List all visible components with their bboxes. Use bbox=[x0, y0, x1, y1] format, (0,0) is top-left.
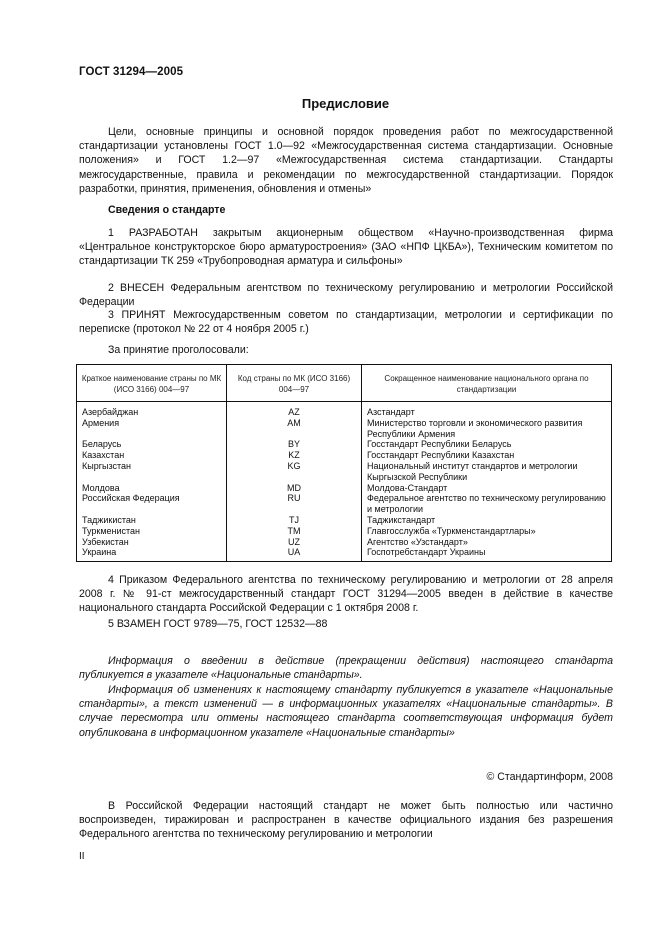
cell-code: RU bbox=[227, 493, 362, 515]
cell-body: Главгосслужба «Туркменстандартлары» bbox=[367, 525, 536, 536]
about-heading: Сведения о стандарте bbox=[108, 204, 226, 216]
table-row bbox=[77, 439, 612, 450]
cell-country: Казахстан bbox=[77, 450, 227, 461]
cell-country: Туркменистан bbox=[77, 526, 227, 537]
cell-body: Агентство «Узстандарт» bbox=[367, 536, 468, 547]
cell-country: Молдова bbox=[77, 483, 227, 494]
column-header-country: Краткое наименование страны по МК (ИСО 3166) 004—97 bbox=[77, 365, 227, 402]
cell-body: Азстандарт bbox=[367, 407, 415, 417]
cell-country: Таджикистан bbox=[77, 515, 227, 526]
table-row bbox=[77, 537, 612, 548]
table-row bbox=[77, 450, 612, 461]
page-number: II bbox=[79, 851, 85, 862]
table-row bbox=[77, 493, 612, 515]
cell-code: UA bbox=[227, 547, 362, 561]
item-adopted: 3 ПРИНЯТ Межгосударственным советом по стандартизации, метрологии и сертификации по переписке (протокол № 22 от 4 ноября 2005 г.) bbox=[79, 309, 613, 336]
vote-label: За принятие проголосовали: bbox=[108, 344, 249, 356]
table-row bbox=[77, 526, 612, 537]
page-header: ГОСТ 31294—2005 bbox=[79, 66, 184, 78]
cell-code: KG bbox=[227, 461, 362, 483]
table-row bbox=[77, 402, 612, 418]
info-paragraph-publication: Информация о введении в действие (прекращении действия) настоящего стандарта публикуется в указателе «Национальные стандарты». bbox=[79, 655, 613, 682]
cell-body: Госпотребстандарт Украины bbox=[367, 547, 486, 558]
copyright: © Стандартинформ, 2008 bbox=[486, 771, 613, 783]
reproduction-notice: В Российской Федерации настоящий стандарт не может быть полностью или частично воспроизведен, тиражирован и распространен в качестве официального издания без разрешения Федерального агентства по техническому регулированию и метрологии bbox=[79, 800, 613, 841]
cell-code: TM bbox=[227, 526, 362, 537]
table-row bbox=[77, 483, 612, 494]
table-row bbox=[77, 515, 612, 526]
cell-country: Беларусь bbox=[77, 439, 227, 450]
cell-country: Кыргызстан bbox=[77, 461, 227, 483]
cell-body: Национальный институт стандартов и метрологии Кыргызской Республики bbox=[367, 460, 578, 482]
cell-country: Азербайджан bbox=[77, 402, 227, 418]
cell-country: Узбекистан bbox=[77, 537, 227, 548]
cell-body: Госстандарт Республики Казахстан bbox=[367, 450, 515, 461]
info-paragraph-changes: Информация об изменениях к настоящему стандарту публикуется в указателе «Национальные стандарты», а текст изменений — в информационных указателях «Национальные стандарты». В случае пересмотра или отмены настоящего стандарта соответствующая информация будет опубликована в информационном указателе «Национальные стандарты» bbox=[79, 684, 613, 739]
intro-paragraph: Цели, основные принципы и основной порядок проведения работ по межгосударственной стандартизации установлены ГОСТ 1.0—92 «Межгосударственная система стандартизации. Основные положения» и ГОСТ 1.2—97 «Межгосударственная система стандартизации. Стандарты межгосударственные, правила и рекомендации по межгосударственной стандартизации. Порядок разработки, принятия, применения, обновления и отмены» bbox=[79, 126, 613, 195]
cell-code: TJ bbox=[227, 515, 362, 526]
item-developed: 1 РАЗРАБОТАН закрытым акционерным обществом «Научно-производственная фирма «Центральное конструкторское бюро арматуростроения» (ЗАО «НПФ ЦКБА»), Техническим комитетом по стандартизации ТК 259 «Трубопроводная арматура и сильфоны» bbox=[79, 227, 613, 268]
cell-country: Украина bbox=[77, 547, 227, 561]
member-states-table bbox=[76, 364, 612, 562]
cell-body: Таджикстандарт bbox=[367, 514, 436, 525]
cell-code: KZ bbox=[227, 450, 362, 461]
column-header-code: Код страны по МК (ИСО 3166) 004—97 bbox=[227, 365, 362, 402]
table-row bbox=[77, 418, 612, 440]
cell-body: Министерство торговли и экономического развития Республики Армения bbox=[367, 417, 583, 439]
item-submitted: 2 ВНЕСЕН Федеральным агентством по техническому регулированию и метрологии Российской Федерации bbox=[79, 282, 613, 309]
cell-country: Армения bbox=[77, 418, 227, 440]
cell-body: Госстандарт Республики Беларусь bbox=[367, 439, 512, 450]
table-header-row bbox=[77, 365, 612, 402]
cell-body: Федеральное агентство по техническому регулированию и метрологии bbox=[367, 493, 606, 515]
item-enacted: 4 Приказом Федерального агентства по техническому регулированию и метрологии от 28 апреля 2008 г. № 91-ст межгосударственный стандарт ГОСТ 31294—2005 введен в действие в качестве национального стандарта Российской Федерации с 1 октября 2008 г. bbox=[79, 574, 613, 615]
column-header-body: Сокращенное наименование национального органа по стандартизации bbox=[362, 365, 612, 402]
cell-code: BY bbox=[227, 439, 362, 450]
table-row bbox=[77, 547, 612, 561]
page-title: Предисловие bbox=[301, 96, 390, 111]
cell-code: UZ bbox=[227, 537, 362, 548]
cell-code: AM bbox=[227, 418, 362, 440]
cell-code: MD bbox=[227, 483, 362, 494]
table-row bbox=[77, 461, 612, 483]
cell-code: AZ bbox=[227, 402, 362, 418]
cell-body: Молдова-Стандарт bbox=[367, 482, 448, 493]
item-replaces: 5 ВЗАМЕН ГОСТ 9789—75, ГОСТ 12532—88 bbox=[108, 618, 328, 630]
cell-country: Российская Федерация bbox=[77, 493, 227, 515]
